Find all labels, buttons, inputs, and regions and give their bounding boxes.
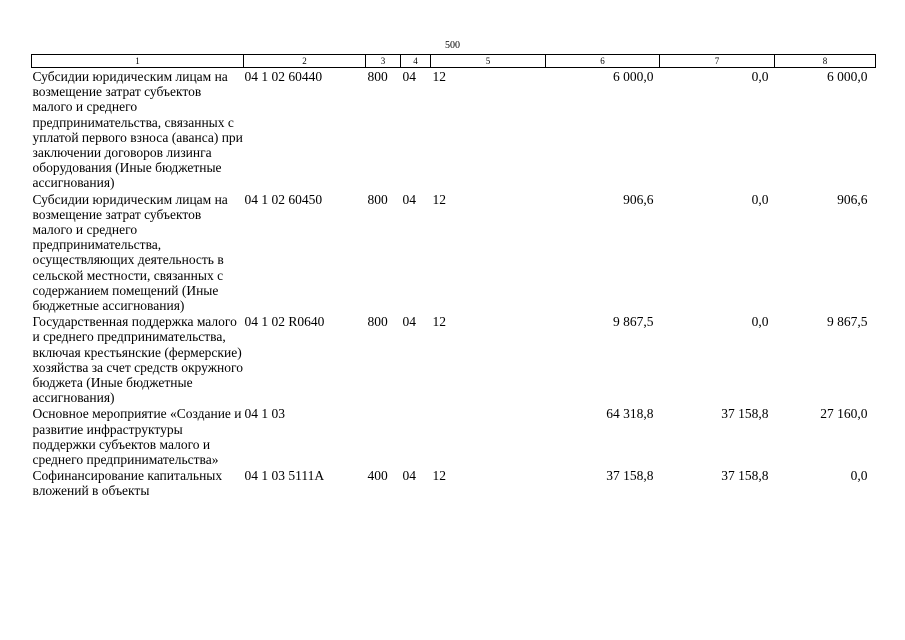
budget-table — [31, 54, 876, 499]
row-col-5: 12 — [432, 191, 446, 207]
row-col-4: 04 — [402, 191, 416, 207]
header-col-7: 7 — [660, 55, 775, 68]
row-col-3: 800 — [367, 314, 388, 330]
row-col-5: 12 — [432, 69, 446, 84]
header-row — [32, 55, 876, 68]
header-col-4: 4 — [401, 55, 431, 68]
row-col-5: 12 — [432, 314, 446, 330]
row-col-4: 04 — [402, 314, 416, 330]
row-col-8: 27 160,0 — [820, 406, 868, 422]
row-code: 04 1 03 — [244, 406, 285, 422]
row-col-7: 37 158,8 — [721, 406, 769, 422]
table-row — [32, 405, 876, 467]
row-col-8: 9 867,5 — [827, 314, 868, 330]
row-col-7: 0,0 — [751, 69, 769, 84]
row-col-3: 400 — [367, 468, 388, 484]
row-description: Субсидии юридическим лицам на возмещение затрат субъектов малого и среднего предпринимательства, осуществляющих деятельность в сельской местности, связанных с содержанием помещений (Иные бюджетные ассигнования) — [32, 191, 228, 314]
row-description: Субсидии юридическим лицам на возмещение затрат субъектов малого и среднего предпринимательства, связанных с уплатой первого взноса (аванса) при заключении договоров лизинга оборудования (Иные бюджетные ассигнования) — [32, 69, 243, 191]
row-col-3 — [366, 405, 401, 467]
header-col-3: 3 — [366, 55, 401, 68]
row-col-5 — [431, 405, 546, 467]
row-col-6: 6 000,0 — [613, 69, 654, 84]
row-col-3: 800 — [367, 69, 388, 84]
row-col-4: 04 — [402, 69, 416, 84]
row-col-6: 64 318,8 — [606, 406, 654, 422]
page-number: 500 — [445, 40, 460, 51]
table-row — [32, 191, 876, 314]
row-code: 04 1 03 5111А — [244, 468, 325, 484]
row-col-6: 906,6 — [623, 191, 654, 207]
table-row — [32, 467, 876, 498]
row-col-8: 906,6 — [837, 191, 868, 207]
row-description: Государственная поддержка малого и среднего предпринимательства, включая крестьянские (фермерские) хозяйства за счет средств окружного бюджета (Иные бюджетные ассигнования) — [32, 314, 243, 406]
table-row — [32, 68, 876, 191]
row-col-6: 9 867,5 — [613, 314, 654, 330]
row-col-4: 04 — [402, 468, 416, 484]
row-description: Основное мероприятие «Создание и развитие инфраструктуры поддержки субъектов малого и среднего предпринимательства» — [32, 406, 242, 468]
header-col-8: 8 — [775, 55, 876, 68]
row-code: 04 1 02 R0640 — [244, 314, 325, 330]
table-row — [32, 313, 876, 405]
row-col-7: 37 158,8 — [721, 468, 769, 484]
header-col-1: 1 — [32, 55, 244, 68]
row-col-8: 6 000,0 — [827, 69, 868, 84]
row-col-6: 37 158,8 — [606, 468, 654, 484]
row-col-7: 0,0 — [751, 314, 769, 330]
row-col-4 — [401, 405, 431, 467]
row-col-8: 0,0 — [850, 468, 868, 484]
row-col-3: 800 — [367, 191, 388, 207]
row-code: 04 1 02 60450 — [244, 191, 323, 207]
row-col-5: 12 — [432, 468, 446, 484]
header-col-5: 5 — [431, 55, 546, 68]
header-col-2: 2 — [244, 55, 366, 68]
row-description: Софинансирование капитальных вложений в объекты — [32, 468, 223, 499]
header-col-6: 6 — [546, 55, 660, 68]
row-col-7: 0,0 — [751, 191, 769, 207]
row-code: 04 1 02 60440 — [244, 69, 323, 84]
